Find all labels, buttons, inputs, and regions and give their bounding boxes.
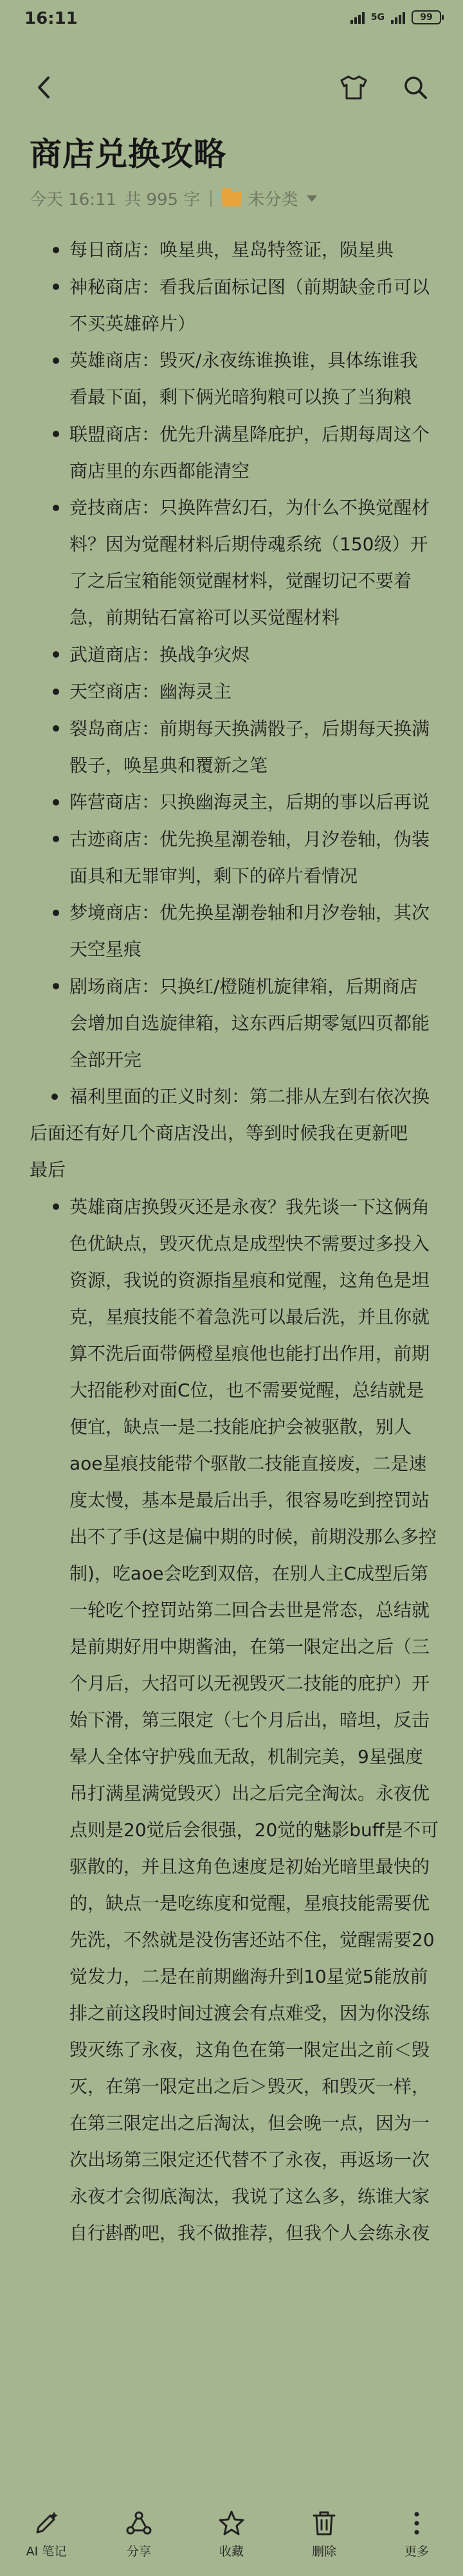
note-meta (30, 186, 317, 210)
more-label: 更多 (404, 2544, 429, 2559)
list-item-line: 了之后宝箱能领觉醒材料，觉醒切记不要着 (69, 570, 412, 591)
dropdown-arrow-icon (307, 195, 317, 202)
list-item-line: 大招能秒对面C位，也不需要觉醒，总结就是 (69, 1379, 424, 1401)
bullet-dot (53, 689, 59, 695)
list-item-line: 最后 (30, 1159, 66, 1180)
note-date: 今天 16:11 (30, 190, 117, 210)
battery-icon (412, 10, 441, 24)
list-item-line: 先洗，不然就是没伤害还站不住，觉醒需要20 (69, 1929, 435, 1950)
list-item-line: 个月后，大招可以无视毁灭二技能的庇护）开 (69, 1672, 430, 1694)
status-time: 16:11 (24, 9, 78, 28)
signal-icon-2 (391, 11, 405, 24)
list-item-line: 骰子，唤星典和覆新之笔 (69, 754, 268, 776)
list-item-line: 武道商店：换战争灾烬 (69, 644, 250, 665)
list-item-line: 剧场商店：只换红/橙随机旋律箱，后期商店 (69, 975, 418, 997)
list-item-line: 便宜，缺点一是二技能庇护会被驱散，别人 (69, 1416, 412, 1437)
list-item-line: 点则是20觉后会很强，20觉的魅影buff是不可 (69, 1819, 439, 1841)
note-title[interactable]: 商店兑换攻略 (30, 136, 226, 173)
list-item-line: 古迹商店：优先换星潮卷轴，月汐卷轴，伪装 (69, 828, 430, 850)
list-item-line: 排之前这段时间过渡会有点难受，因为你没练 (69, 2002, 430, 2024)
theme-button[interactable] (336, 69, 372, 105)
list-item-line: 联盟商店：优先升满星降庇护，后期每周这个 (69, 423, 430, 445)
list-item-line: 次出场第三限定还代替不了永夜，再返场一次 (69, 2148, 430, 2170)
bullet-dot (51, 1094, 58, 1100)
list-item-line: 资源，我说的资源指星痕和觉醒，这角色是坦 (69, 1269, 430, 1291)
meta-divider (210, 190, 212, 207)
list-item-line: 永夜才会彻底淘汰，我说了这么多，练谁大家 (69, 2185, 430, 2207)
list-item-line: 急，前期钻石富裕可以买觉醒材料 (69, 607, 340, 628)
app-bar (0, 58, 463, 116)
list-item-line: 始下滑，第三限定（七个月后出，暗坦，反击 (69, 1709, 430, 1731)
back-arrow-icon (34, 76, 53, 99)
list-item-line: 算不洗后面带俩橙星痕他也能打出作用，前期 (69, 1342, 430, 1364)
bottom-toolbar (0, 2488, 463, 2576)
list-item-line: 天空星痕 (69, 939, 142, 960)
list-item-line: 英雄商店：毁灭/永夜练谁换谁，具体练谁我 (69, 350, 418, 371)
list-item-line: 灭，在第一限定出之后＞毁灭，和毁灭一样， (69, 2075, 430, 2097)
list-item-line: 毁灭练了永夜，这角色在第一限定出之前＜毁 (69, 2039, 430, 2060)
list-item-line: 一轮吃个控罚站第二回合去世是常态，总结就 (69, 1599, 430, 1621)
list-item-line: 驱散的，并且这角色速度是初始光暗里最快的 (69, 1855, 430, 1877)
bullet-dot (53, 247, 59, 253)
delete-label: 删除 (311, 2544, 336, 2559)
share-button[interactable] (100, 2507, 177, 2559)
list-item-line: 商店里的东西都能清空 (69, 460, 250, 482)
folder-icon (222, 191, 241, 206)
list-item-line: 制)，吃aoe会吃到双倍，在别人主C成型后第 (69, 1562, 428, 1584)
signal-icon (350, 11, 365, 24)
folder-label: 未分类 (248, 190, 298, 210)
favorite-label: 收藏 (219, 2544, 244, 2559)
list-item-line: 后面还有好几个商店没出，等到时候我在更新吧 (30, 1122, 408, 1144)
list-item-line: 度太慢，基本是最后出手，很容易吃到控罚站 (69, 1489, 430, 1511)
search-icon (403, 75, 428, 100)
list-item-line: 晕人全体守护残血无敌，机制完美，9星强度 (69, 1745, 423, 1767)
favorite-button[interactable] (193, 2507, 270, 2559)
list-item-line: 觉发力，二是在前期幽海升到10星觉5能放前 (69, 1965, 428, 1987)
list-item-line: 在第三限定出之后淘汰，但会晚一点，因为一 (69, 2112, 430, 2134)
folder-selector[interactable] (222, 186, 317, 210)
list-item-line: 福利里面的正义时刻：第二排从左到右依次换 (69, 1086, 430, 1107)
ai-pen-icon (32, 2509, 60, 2537)
star-icon (217, 2509, 246, 2537)
list-item-line: 出不了手(这是偏中期的时候，前期没那么多控 (69, 1526, 437, 1547)
bullet-dot (53, 357, 59, 364)
list-item-line: 阵营商店：只换幽海灵主，后期的事以后再说 (69, 791, 430, 813)
list-item-line: 每日商店：唤星典，星岛特签证，陨星典 (69, 239, 394, 260)
share-icon (125, 2509, 153, 2537)
status-icons (350, 10, 441, 24)
note-word-count: 共 995 字 (124, 190, 201, 210)
list-item-line: 竞技商店：只换阵营幻石，为什么不换觉醒材 (69, 497, 430, 518)
bullet-dot (53, 983, 59, 989)
delete-button[interactable] (286, 2507, 363, 2559)
trash-icon (310, 2509, 338, 2537)
back-button[interactable] (26, 69, 62, 105)
search-button[interactable] (397, 69, 433, 105)
list-item-line: 会增加自选旋律箱，这东西后期零氪四页都能 (69, 1012, 430, 1034)
ai-notes-label: AI 笔记 (26, 2544, 67, 2559)
list-item-line: 吊打满星满觉毁灭）出之后完全淘汰。永夜优 (69, 1782, 430, 1804)
list-item-line: 天空商店：幽海灵主 (69, 681, 232, 702)
ai-notes-button[interactable] (8, 2507, 85, 2559)
list-item-line: 裂岛商店：前期每天换满骰子，后期每天换满 (69, 717, 430, 739)
bullet-dot (53, 284, 59, 290)
network-label: 5G (370, 12, 385, 23)
bullet-dot (53, 725, 59, 732)
list-item-line: 是前期好用中期酱油，在第一限定出之后（三 (69, 1635, 430, 1657)
list-item-line: 梦境商店：优先换星潮卷轴和月汐卷轴，其次 (69, 902, 430, 923)
list-item-line: 全部开完 (69, 1049, 142, 1070)
list-item-line: 面具和无罪审判，剩下的碎片看情况 (69, 865, 358, 887)
list-item-line: 自行斟酌吧，我不做推荐，但我个人会练永夜 (69, 2222, 430, 2244)
bullet-dot (53, 910, 59, 916)
bullet-dot (53, 836, 59, 842)
more-vertical-icon (403, 2509, 431, 2537)
status-bar (0, 0, 463, 39)
bullet-dot (53, 431, 59, 437)
list-item-line: aoe星痕技能带个驱散二技能直接废，二是速 (69, 1452, 427, 1474)
battery-level: 99 (420, 12, 433, 23)
tshirt-icon (339, 75, 368, 100)
list-item-line: 神秘商店：看我后面标记图（前期缺金币可以 (69, 276, 430, 298)
bullet-dot (53, 505, 59, 511)
bullet-dot (53, 1203, 59, 1210)
more-button[interactable] (378, 2507, 455, 2559)
bullet-dot (53, 651, 59, 658)
list-item-line: 英雄商店换毁灭还是永夜？我先谈一下这俩角 (69, 1196, 430, 1218)
share-label: 分享 (126, 2544, 151, 2559)
list-item-line: 克，星痕技能不着急洗可以最后洗，并且你就 (69, 1306, 430, 1328)
list-item-line: 不买英雄碎片） (69, 312, 196, 334)
list-item-line: 料？因为觉醒材料后期侍魂系统（150级）开 (69, 534, 428, 555)
list-item-line: 看最下面，剩下俩光暗狗粮可以换了当狗粮 (69, 386, 412, 408)
list-item-line: 的，缺点一是吃练度和觉醒，星痕技能需要优 (69, 1892, 430, 1914)
bullet-dot (53, 799, 59, 806)
list-item-line: 色优缺点，毁灭优点是成型快不需要过多投入 (69, 1232, 430, 1254)
